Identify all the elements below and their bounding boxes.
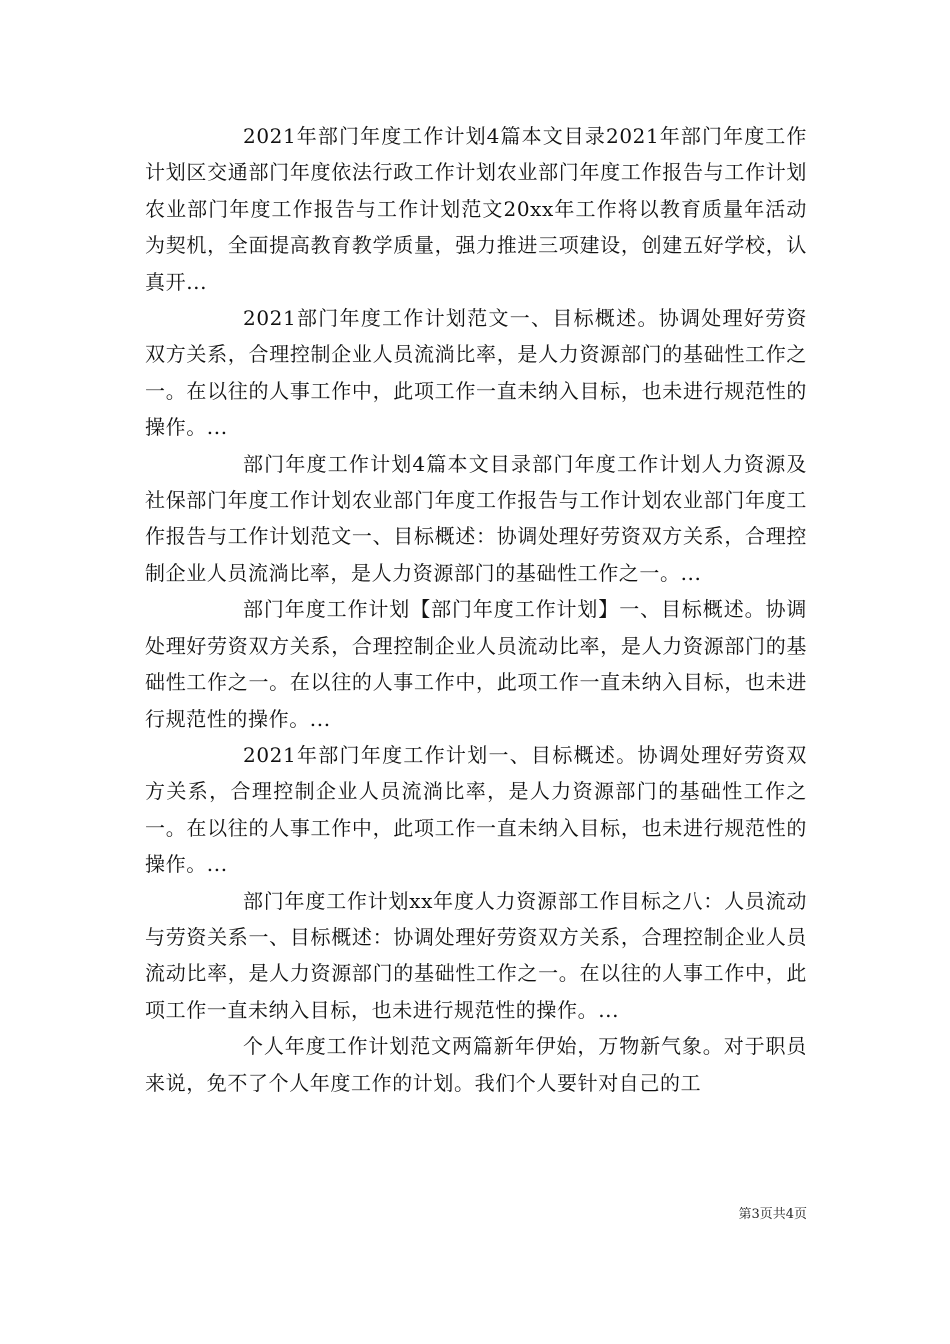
paragraph: 部门年度工作计划4篇本文目录部门年度工作计划人力资源及社保部门年度工作计划农业部门年度工作报告与工作计划农业部门年度工作报告与工作计划范文一、目标概述：协调处理好劳资双方关系，合理控制企业人员流淌比率，是人力资源部门的基础性工作之一。... [145, 451, 807, 585]
paragraph: 2021年部门年度工作计划一、目标概述。协调处理好劳资双方关系，合理控制企业人员流淌比率，是人力资源部门的基础性工作之一。在以往的人事工作中，此项工作一直未纳入目标，也未进行规范性的操作。... [145, 742, 807, 877]
document-body [145, 118, 807, 1101]
paragraph: 2021部门年度工作计划范文一、目标概述。协调处理好劳资双方关系，合理控制企业人员流淌比率，是人力资源部门的基础性工作之一。在以往的人事工作中，此项工作一直未纳入目标，也未进行规范性的操作。... [145, 306, 807, 440]
page-number-footer: 第3页共4页 [738, 1207, 807, 1222]
paragraph: 2021年部门年度工作计划4篇本文目录2021年部门年度工作计划区交通部门年度依法行政工作计划农业部门年度工作报告与工作计划农业部门年度工作报告与工作计划范文20xx年工作将以教育质量年活动为契机，全面提高教育教学质量，强力推进三项建设，创建五好学校，认真开... [145, 124, 807, 294]
paragraph: 部门年度工作计划xx年度人力资源部工作目标之八：人员流动与劳资关系一、目标概述：协调处理好劳资双方关系，合理控制企业人员流动比率，是人力资源部门的基础性工作之一。在以往的人事工作中，此项工作一直未纳入目标，也未进行规范性的操作。... [145, 888, 807, 1022]
paragraph: 部门年度工作计划【部门年度工作计划】一、目标概述。协调处理好劳资双方关系，合理控制企业人员流动比率，是人力资源部门的基础性工作之一。在以往的人事工作中，此项工作一直未纳入目标，也未进行规范性的操作。... [145, 597, 807, 731]
paragraph: 个人年度工作计划范文两篇新年伊始，万物新气象。对于职员来说，免不了个人年度工作的计划。我们个人要针对自己的工 [145, 1034, 807, 1095]
